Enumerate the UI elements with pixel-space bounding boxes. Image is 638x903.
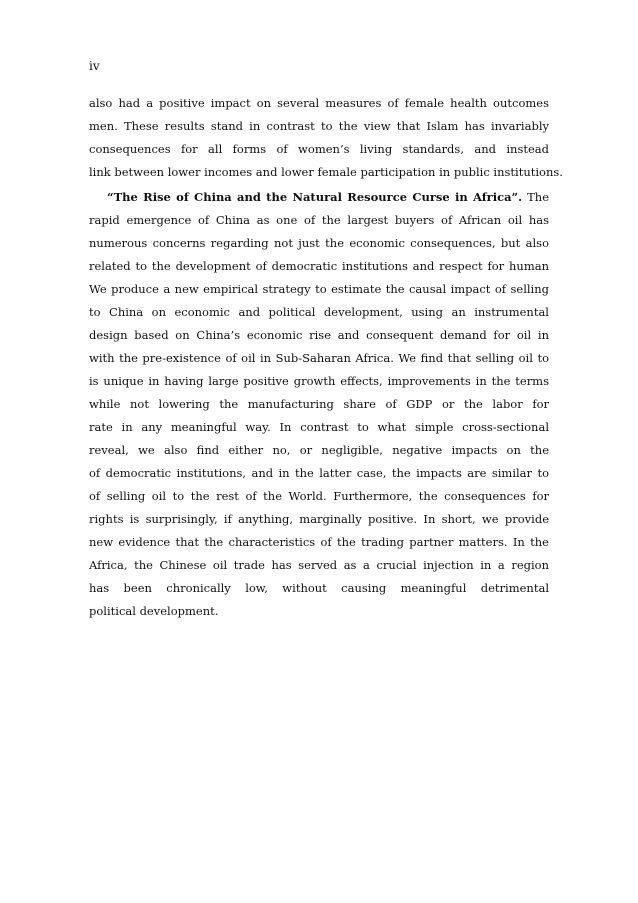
text-line: consequences for all forms of women’s living standards, and instead [89,142,549,156]
paragraph-heading-line [89,186,549,209]
paragraph-china-resource-curse [89,186,549,623]
paragraph-title: “The Rise of China and the Natural Resource Curse in Africa”. [107,190,523,204]
text-line: reveal, we also find either no, or negligible, negative impacts on the [89,443,549,457]
text-line: rapid emergence of China as one of the largest buyers of African oil has [89,213,549,227]
text-line: also had a positive impact on several measures of female health outcomes [89,96,549,110]
text-fragment: The [527,190,549,204]
text-line: numerous concerns regarding not just the economic consequences, but also [89,236,549,250]
text-line: Africa, the Chinese oil trade has served as a crucial injection in a region [89,558,549,572]
text-line: with the pre-existence of oil in Sub-Saharan Africa. We find that selling oil to [89,351,549,365]
text-line: rights is surprisingly, if anything, marginally positive. In short, we provide [89,512,549,526]
text-line: rate in any meaningful way. In contrast to what simple cross-sectional [89,420,549,434]
text-line: to China on economic and political development, using an instrumental [89,305,549,319]
text-line: political development. [89,604,219,618]
text-line: men. These results stand in contrast to the view that Islam has invariably [89,119,549,133]
text-line: of democratic institutions, and in the latter case, the impacts are similar to [89,466,549,480]
text-line: of selling oil to the rest of the World. Furthermore, the consequences for [89,489,549,503]
text-line: related to the development of democratic institutions and respect for human [89,259,549,273]
text-line: link between lower incomes and lower female participation in public institutions. [89,165,563,179]
paragraph-female-health [89,92,563,184]
text-line: design based on China’s economic rise and consequent demand for oil in [89,328,549,342]
text-line: while not lowering the manufacturing share of GDP or the labor for [89,397,549,411]
text-line: has been chronically low, without causing meaningful detrimental [89,581,549,595]
page-number: iv [89,59,100,73]
text-line: We produce a new empirical strategy to estimate the causal impact of selling [89,282,549,296]
text-line: is unique in having large positive growth effects, improvements in the terms [89,374,549,388]
text-line: new evidence that the characteristics of the trading partner matters. In the [89,535,549,549]
